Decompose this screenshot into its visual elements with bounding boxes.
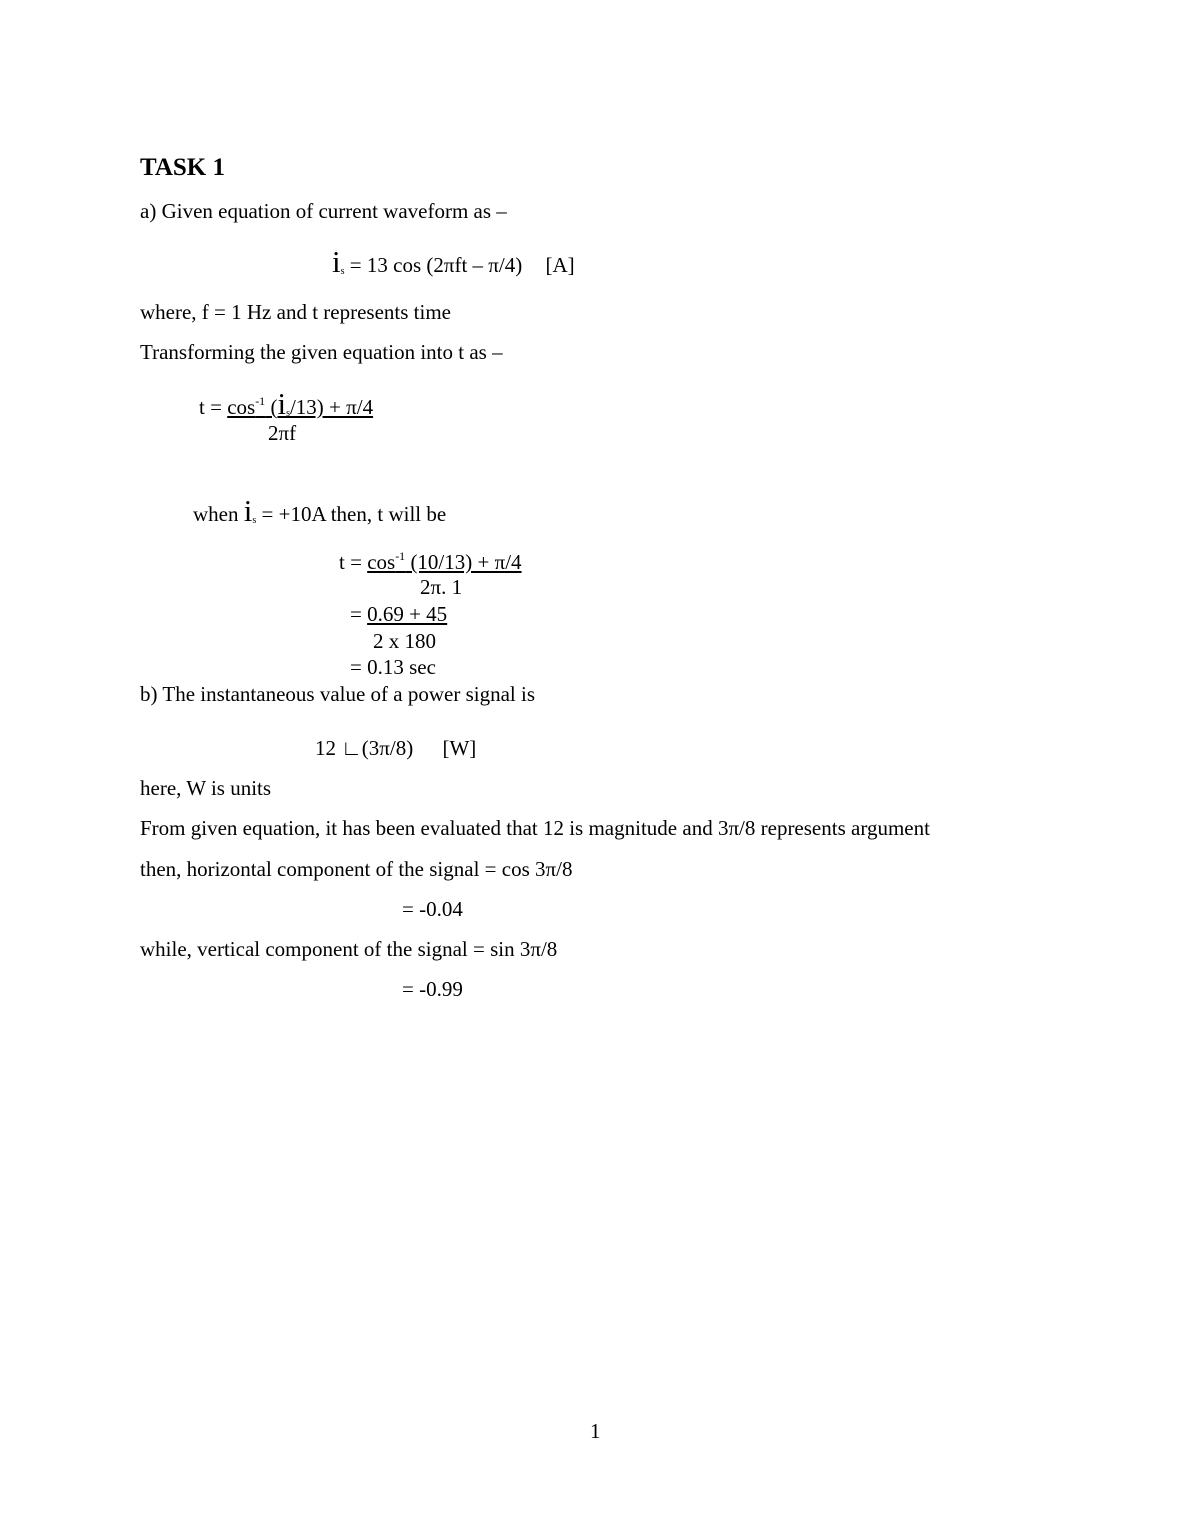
when-suffix: = +10A then, t will be (256, 502, 447, 526)
part-b-intro: b) The instantaneous value of a power signal is (140, 682, 536, 706)
horizontal-line: then, horizontal component of the signal = cos 3π/8 (140, 857, 573, 881)
vertical-line: while, vertical component of the signal = sin 3π/8 (140, 937, 558, 961)
calc-line-3 (350, 604, 447, 625)
transform-line: Transforming the given equation into t as – (140, 340, 503, 364)
when-line (193, 495, 446, 526)
from-line: From given equation, it has been evaluated that 12 is magnitude and 3π/8 represents argument (140, 816, 930, 840)
when-prefix: when (193, 502, 244, 526)
calc-line-5: = 0.13 sec (350, 655, 436, 679)
horizontal-value: = -0.04 (402, 897, 463, 921)
task-heading: TASK 1 (140, 154, 225, 181)
t-formula-symbol: i (277, 386, 287, 421)
current-unit: [A] (545, 253, 575, 277)
current-subscript: s (340, 266, 345, 277)
calc-line-1-lhs: t = (339, 550, 368, 574)
t-formula-sup: -1 (255, 394, 266, 408)
current-equation (332, 246, 575, 277)
t-formula-fraction-top (227, 386, 374, 421)
calc-line-3-fraction-top: 0.69 + 45 (367, 602, 448, 626)
calc-line-1-fraction-top (367, 550, 521, 574)
current-equation-rhs: = 13 cos (2πft – π/4) (349, 253, 523, 277)
vertical-value: = -0.99 (402, 977, 463, 1001)
when-subscript: s (252, 515, 257, 526)
t-formula-rest: /13) + π/4 (289, 395, 374, 419)
power-equation (315, 738, 476, 759)
power-unit: [W] (442, 736, 477, 760)
calc-line-1-cos: cos (367, 550, 396, 574)
t-formula-subscript: s (286, 408, 290, 419)
power-equation-expr: 12 ∟(3π/8) (315, 736, 414, 760)
when-symbol: i (243, 493, 253, 528)
t-formula-denominator: 2πf (268, 421, 297, 445)
calc-line-1 (339, 550, 522, 573)
calc-line-3-eq: = (350, 602, 368, 626)
calc-line-4: 2 x 180 (373, 629, 436, 653)
where-line: where, f = 1 Hz and t represents time (140, 300, 451, 324)
t-formula-open: ( (265, 395, 278, 419)
part-a-intro: a) Given equation of current waveform as – (140, 199, 507, 223)
current-symbol: i (332, 244, 341, 279)
calc-line-1-rest: (10/13) + π/4 (405, 550, 522, 574)
calc-line-1-sup: -1 (395, 549, 406, 563)
t-formula-numerator (199, 388, 373, 419)
calc-line-2: 2π. 1 (420, 575, 463, 599)
t-formula-lhs: t = (199, 395, 222, 419)
page-number: 1 (590, 1419, 601, 1443)
t-formula-cos: cos (227, 395, 256, 419)
here-line: here, W is units (140, 776, 272, 800)
